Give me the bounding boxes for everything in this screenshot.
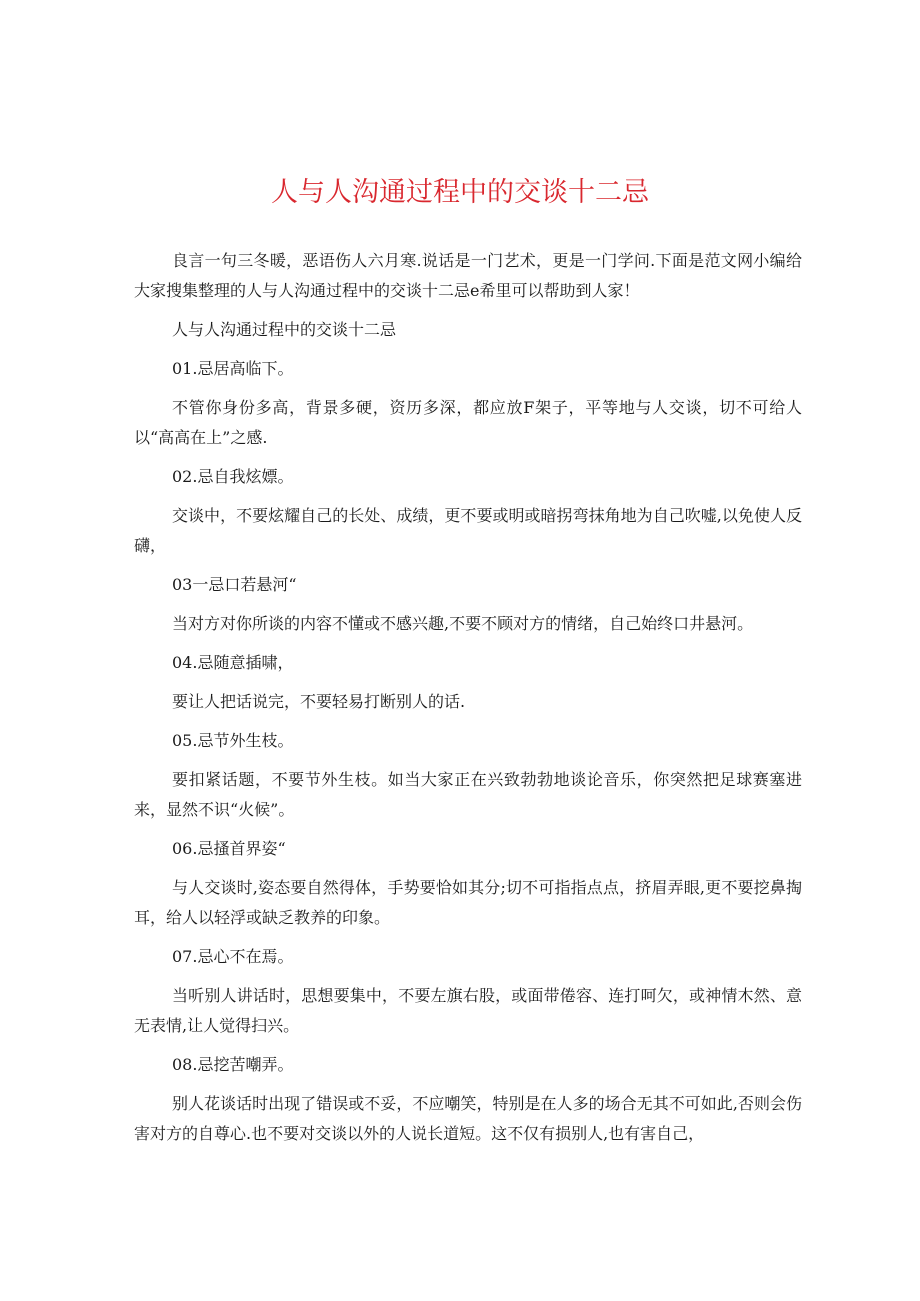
paragraph-subtitle: 人与人沟通过程中的交谈十二忌 [172, 320, 397, 339]
item-heading-07: 07.忌心不在焉。 [172, 947, 294, 966]
item-heading-01: 01.忌居高临下。 [172, 359, 294, 378]
item-body-02: 交谈中，不要炫耀自己的长处、成绩，更不要或明或暗拐弯抹角地为自己吹嘘,以免使人反礴， [134, 506, 802, 555]
item-heading-08: 08.忌挖苦嘲弄。 [172, 1055, 294, 1074]
item-body-04: 要让人把话说完，不要轻易打断别人的话. [172, 692, 466, 711]
item-heading-05: 05.忌节外生枝。 [172, 731, 294, 750]
paragraph-intro: 良言一句三冬暖，恶语伤人六月寒.说话是一门艺术，更是一门学问.下面是范文网小编给大家搜集整理的人与人沟通过程中的交谈十二忌e希里可以帮助到人家！ [134, 251, 802, 300]
item-body-03: 当对方对你所谈的内容不懂或不感兴趣,不要不顾对方的情绪，自己始终口井悬河。 [172, 614, 754, 633]
document-body [134, 246, 802, 1158]
document-title: 人与人沟通过程中的交谈十二忌 [271, 177, 649, 208]
item-heading-04: 04.忌随意插啸， [172, 653, 294, 672]
item-body-01: 不管你身份多高，背景多硬，资历多深，都应放F架子，平等地与人交谈，切不可给人以“高高在上”之感. [134, 398, 802, 447]
item-body-06: 与人交谈时,姿态要自然得体，手势要恰如其分;切不可指指点点，挤眉弄眼,更不要挖鼻掏耳，给人以轻浮或缺乏教养的印象。 [134, 878, 802, 927]
item-body-05: 要扣紧话题，不要节外生枝。如当大家正在兴致勃勃地谈论音乐，你突然把足球赛塞进来，显然不识“火候”。 [134, 770, 802, 819]
item-heading-02: 02.忌自我炫嫖。 [172, 467, 294, 486]
item-heading-06: 06.忌搔首界姿“ [172, 839, 286, 858]
item-heading-03: 03一忌口若悬河“ [172, 575, 297, 594]
item-body-07: 当听别人讲话时，思想要集中，不要左旗右股，或面带倦容、连打呵欠，或神情木然、意无表情,让人觉得扫兴。 [134, 986, 802, 1035]
item-body-08: 别人花谈话时出现了错误或不妥，不应嘲笑，特别是在人多的场合无其不可如此,否则会伤害对方的自尊心.也不要对交谈以外的人说长道短。这不仅有损别人,也有害自己， [134, 1094, 802, 1143]
